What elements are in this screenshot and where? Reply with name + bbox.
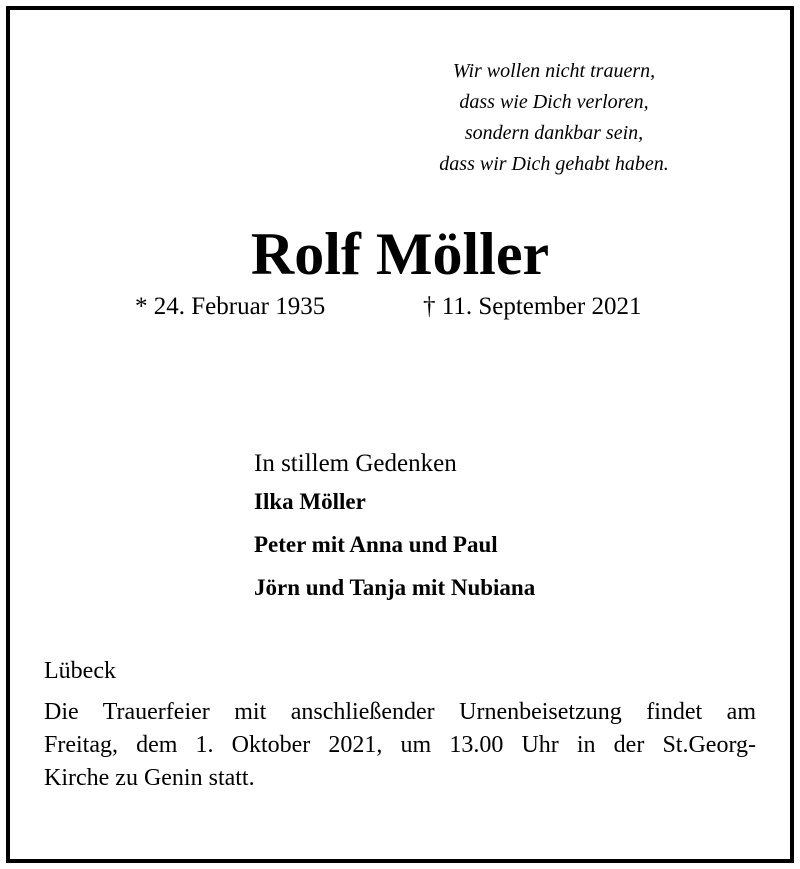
- birth-date: * 24. Februar 1935: [135, 293, 326, 320]
- quote-line: sondern dankbar sein,: [464, 122, 644, 144]
- mourner-name: Jörn und Tanja mit Nubiana: [254, 575, 536, 600]
- quote-line: Wir wollen nicht trauern,: [452, 60, 656, 82]
- notice-line: Kirche zu Genin statt.: [44, 765, 255, 791]
- deceased-name: Rolf Möller: [250, 221, 550, 287]
- quote-line: dass wie Dich verloren,: [459, 91, 649, 113]
- memorial-quote: [380, 56, 728, 180]
- location: Lübeck: [44, 658, 116, 684]
- funeral-notice: [44, 696, 756, 795]
- notice-line: Die Trauerfeier mit anschließender Urnenbeisetzung findet am: [44, 699, 756, 725]
- death-date: † 11. September 2021: [423, 293, 642, 320]
- mourners-intro: In stillem Gedenken: [254, 450, 457, 477]
- mourner-name: Ilka Möller: [254, 489, 366, 514]
- notice-line: Freitag, dem 1. Oktober 2021, um 13.00 Uhr in der St.Georg-: [44, 732, 756, 758]
- quote-line: dass wir Dich gehabt haben.: [439, 153, 669, 175]
- mourner-name: Peter mit Anna und Paul: [254, 532, 498, 557]
